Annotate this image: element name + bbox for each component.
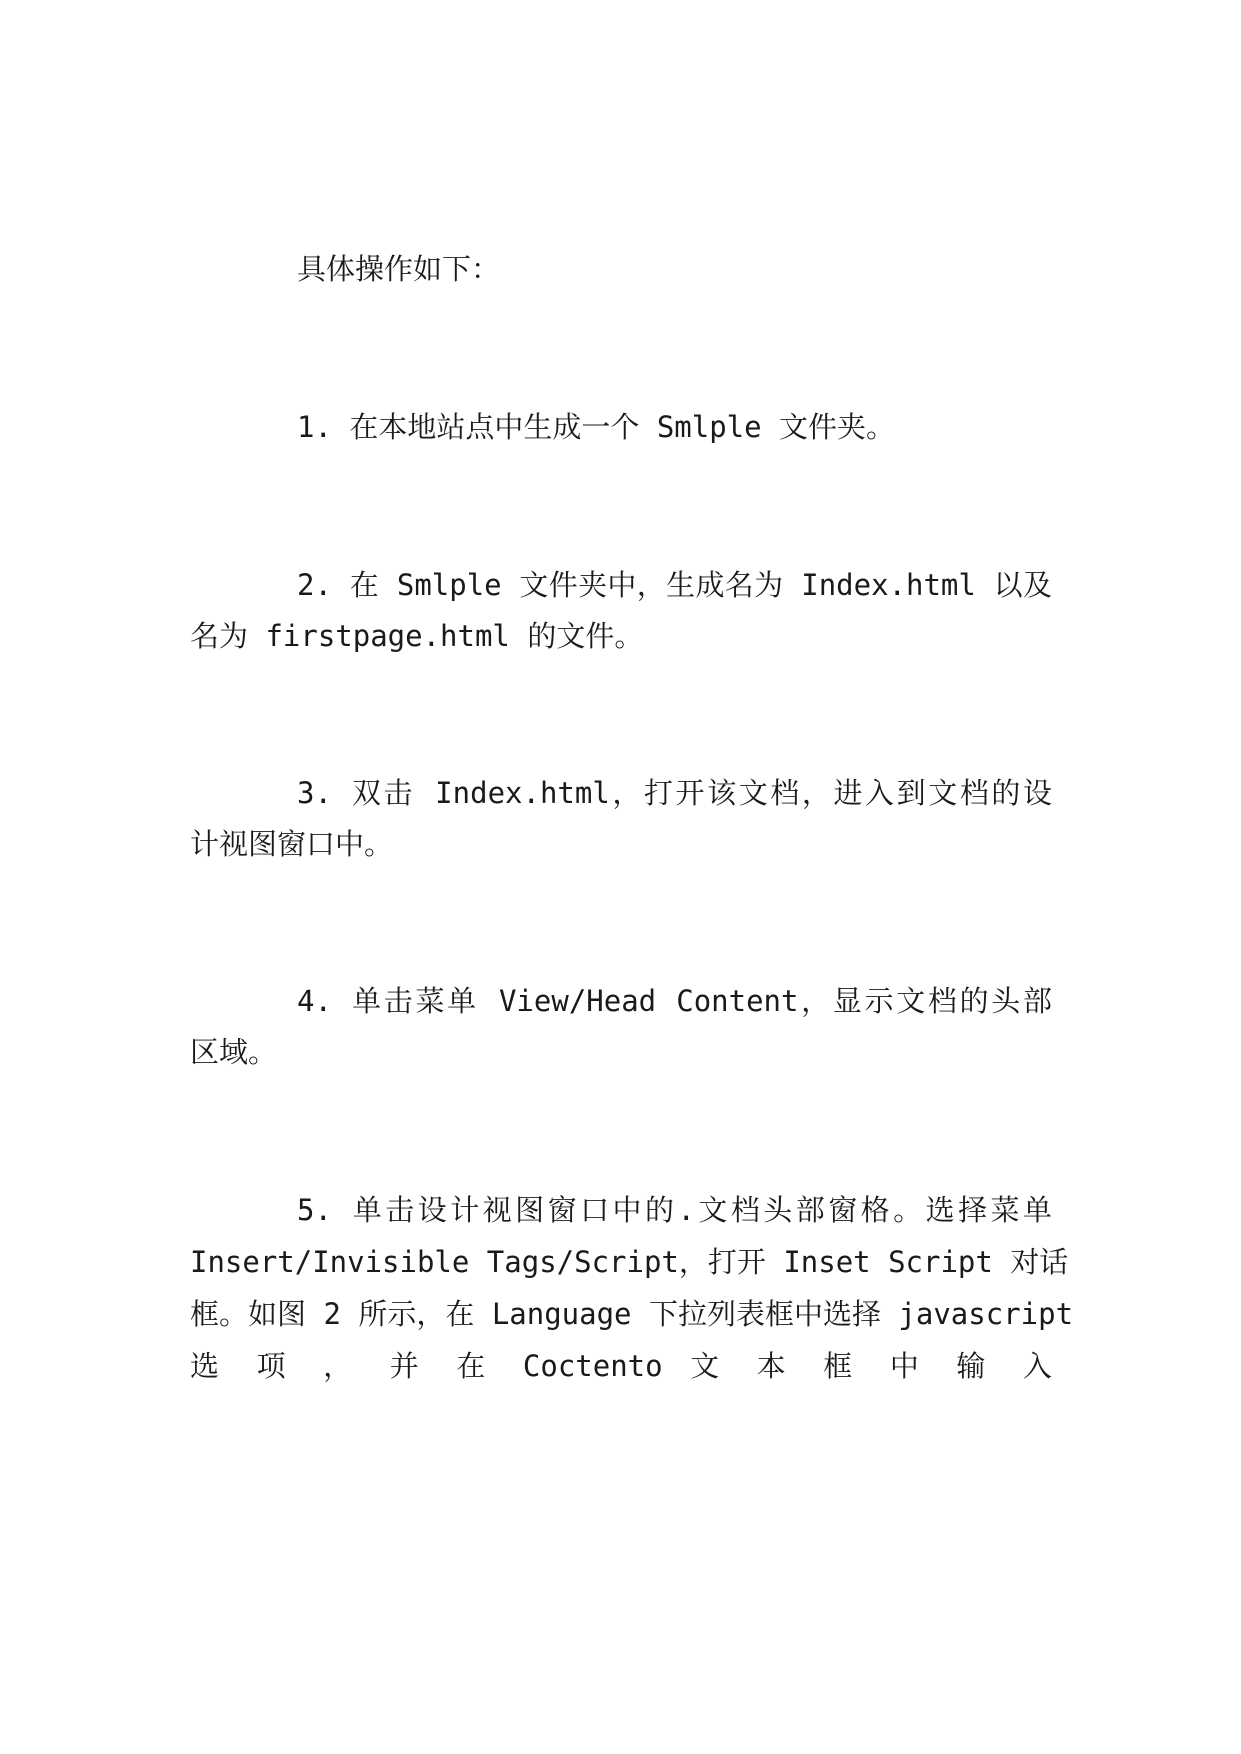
step-3-line-1: 3. 双击 Index.html，打开该文档，进入到文档的设 xyxy=(297,776,1052,810)
step-5-line-1: 5. 单击设计视图窗口中的.文档头部窗格。选择菜单 xyxy=(297,1193,1052,1227)
step-5-line-2: Insert/Invisible Tags/Script，打开 Inset Script 对话 xyxy=(190,1245,1069,1279)
step-4-line-1: 4. 单击菜单 View/Head Content，显示文档的头部 xyxy=(297,984,1052,1018)
step-2-line-2: 名为 firstpage.html 的文件。 xyxy=(190,619,644,653)
step-5-line-3: 框。如图 2 所示，在 Language 下拉列表框中选择 javascript xyxy=(190,1297,1074,1331)
step-2-line-1: 2. 在 Smlple 文件夹中，生成名为 Index.html 以及 xyxy=(297,568,1052,602)
step-1-line-1: 1. 在本地站点中生成一个 Smlple 文件夹。 xyxy=(297,410,896,444)
step-5-line-4: 选 项 ， 并 在 Coctento 文 本 框 中 输 入 xyxy=(190,1349,1052,1383)
step-3-line-2: 计视图窗口中。 xyxy=(190,827,394,861)
intro-paragraph: 具体操作如下： xyxy=(297,252,501,286)
step-4-line-2: 区域。 xyxy=(190,1035,278,1069)
